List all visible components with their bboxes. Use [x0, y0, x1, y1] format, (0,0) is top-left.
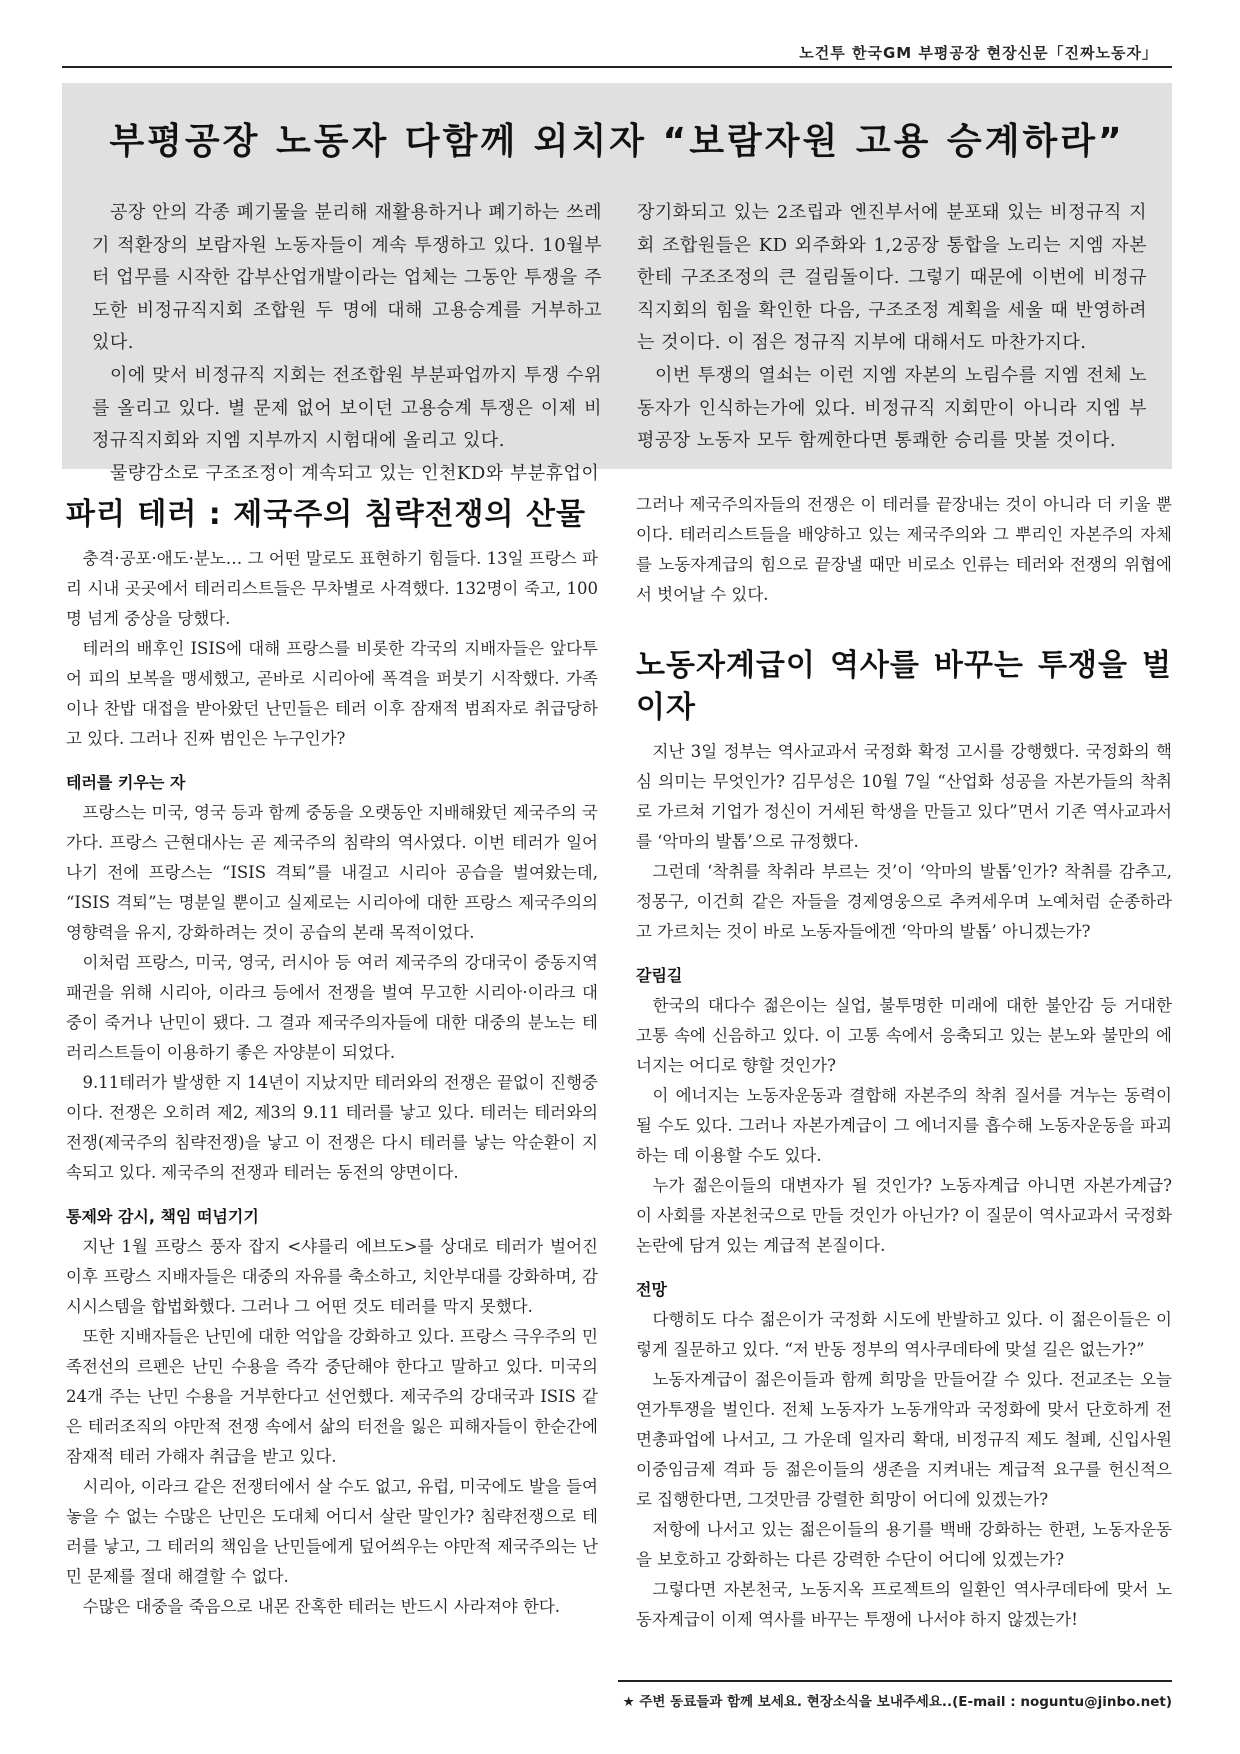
- history-paragraph: 노동자계급이 젊은이들과 함께 희망을 만들어갈 수 있다. 전교조는 오늘 연가투쟁을 벌인다. 전체 노동자가 노동개악과 국정화에 맞서 단호하게 전면총파업에 나서고, 그 가운데 일자리 확대, 비정규직 제도 철폐, 신입사원 이중임금제 격파 등 젊은이들의 생존을 지켜내는 계급적 요구를 헌신적으로 집행한다면, 그것만큼 강렬한 희망이 어디에 있겠는가?: [636, 1370, 1172, 1509]
- history-paragraph: 그렇다면 자본천국, 노동지옥 프로젝트의 일환인 역사쿠데타에 맞서 노동자계급이 이제 역사를 바꾸는 투쟁에 나서야 하지 않겠는가!: [636, 1580, 1172, 1629]
- history-paragraph: 이 에너지는 노동자운동과 결합해 자본주의 착취 질서를 겨누는 동력이 될 수도 있다. 그러나 자본가계급이 그 에너지를 흡수해 노동자운동을 파괴하는 데 이용할 수도 있다.: [636, 1086, 1172, 1165]
- history-paragraph: 그런데 ‘착취를 착취라 부르는 것’이 ‘악마의 발톱’인가? 착취를 감추고, 정몽구, 이건희 같은 자들을 경제영웅으로 추켜세우며 노예처럼 순종하라고 가르치는 것이 바로 노동자들에겐 ‘악마의 발톱’ 아니겠는가?: [636, 862, 1172, 941]
- history-paragraph: 한국의 대다수 젊은이는 실업, 불투명한 미래에 대한 불안감 등 거대한 고통 속에 신음하고 있다. 이 고통 속에서 응축되고 있는 분노와 불만의 에너지는 어디로 향할 것인가?: [636, 996, 1172, 1075]
- paris-paragraph: 충격·공포·애도·분노… 그 어떤 말로도 표현하기 힘들다. 13일 프랑스 파리 시내 곳곳에서 테러리스트들은 무차별로 사격했다. 132명이 죽고, 100명 넘게 중상을 당했다.: [66, 549, 598, 628]
- footer-note: ★ 주변 동료들과 함께 보세요. 현장소식을 보내주세요..(E-mail : noguntu@jinbo.net): [622, 1694, 1172, 1710]
- paris-paragraph: 또한 지배자들은 난민에 대한 억압을 강화하고 있다. 프랑스 극우주의 민족전선의 르펜은 난민 수용을 즉각 중단해야 한다고 말하고 있다. 미국의 24개 주는 난민 수용을 거부한다고 선언했다. 제국주의 강대국과 ISIS 같은 테러조직의 야만적 전쟁 속에서 삶의 터전을 잃은 피해자들이 한순간에 잠재적 테러 가해자 취급을 받고 있다.: [66, 1327, 598, 1466]
- paris-paragraph: 이처럼 프랑스, 미국, 영국, 러시아 등 여러 제국주의 강대국이 중동지역 패권을 위해 시리아, 이라크 등에서 전쟁을 벌여 무고한 시리아·이라크 대중이 죽거나 난민이 됐다. 그 결과 제국주의자들에 대한 대중의 분노는 테러리스트들이 이용하기 좋은 자양분이 되었다.: [66, 953, 598, 1062]
- history-paragraph: 누가 젊은이들의 대변자가 될 것인가? 노동자계급 아니면 자본가계급? 이 사회를 자본천국으로 만들 것인가 아닌가? 이 질문이 역사교과서 국정화 논란에 담겨 있는 계급적 본질이다.: [636, 1176, 1172, 1255]
- masthead-title: 노건투 한국GM 부평공장 현장신문「진짜노동자」: [799, 44, 1158, 62]
- lead-right-column: [637, 197, 1147, 458]
- history-headline: 노동자계급이 역사를 바꾸는 투쟁을 벌이자: [636, 648, 1172, 725]
- lead-paragraph: 이에 맞서 비정규직 지회는 전조합원 부분파업까지 투쟁 수위를 올리고 있다. 별 문제 없어 보이던 고용승계 투쟁은 이제 비정규직지회와 지엠 지부까지 시험대에 올리고 있다.: [92, 364, 602, 452]
- paris-paragraph: 지난 1월 프랑스 풍자 잡지 <샤를리 에브도>를 상대로 테러가 벌어진 이후 프랑스 지배자들은 대중의 자유를 축소하고, 치안부대를 강화하며, 감시시스템을 합법화했다. 그러나 그 어떤 것도 테러를 막지 못했다.: [66, 1237, 598, 1316]
- lead-paragraph: 물량감소로 구조조정이 계속되고 있는 인천KD와 부분휴업이: [110, 462, 600, 484]
- paris-paragraph: 수많은 대중을 죽음으로 내몬 잔혹한 테러는 반드시 사라져야 한다.: [82, 1597, 561, 1616]
- paris-article: [66, 494, 598, 1622]
- footer-divider: [618, 1680, 1172, 1682]
- paris-paragraph: 프랑스는 미국, 영국 등과 함께 중동을 오랫동안 지배해왔던 제국주의 국가다. 프랑스 근현대사는 곧 제국주의 침략의 역사였다. 이번 테러가 일어나기 전에 프랑스는 “ISIS 격퇴”를 내걸고 시리아 공습을 벌여왔는데, “ISIS 격퇴”는 명분일 뿐이고 실제로는 시리아에 대한 프랑스 제국주의의 영향력을 유지, 강화하려는 것이 공습의 본래 목적이었다.: [66, 803, 598, 942]
- history-section2-title: 전망: [636, 1280, 667, 1299]
- paris-paragraph: 9.11테러가 발생한 지 14년이 지났지만 테러와의 전쟁은 끝없이 진행중이다. 전쟁은 오히려 제2, 제3의 9.11 테러를 낳고 있다. 테러는 테러와의 전쟁(제국주의 침략전쟁)을 낳고 이 전쟁은 다시 테러를 낳는 악순환이 지속되고 있다. 제국주의 전쟁과 테러는 동전의 양면이다.: [66, 1073, 598, 1182]
- paris-continuation: [636, 490, 1172, 610]
- lead-article-box: [62, 83, 1172, 484]
- history-section1-title: 갈림길: [636, 966, 683, 985]
- lead-paragraph: 이번 투쟁의 열쇠는 이런 지엠 자본의 노림수를 지엠 전체 노동자가 인식하는가에 있다. 비정규직 지회만이 아니라 지엠 부평공장 노동자 모두 함께한다면 통쾌한 승리를 맛볼 것이다.: [637, 364, 1147, 452]
- paris-paragraph: 테러의 배후인 ISIS에 대해 프랑스를 비롯한 각국의 지배자들은 앞다투어 피의 보복을 맹세했고, 곧바로 시리아에 폭격을 퍼붓기 시작했다. 가족이나 찬밥 대접을 받아왔던 난민들은 테러 이후 잠재적 범죄자로 취급당하고 있다. 그러나 진짜 범인은 누구인가?: [66, 639, 598, 748]
- lead-paragraph: 공장 안의 각종 폐기물을 분리해 재활용하거나 폐기하는 쓰레기 적환장의 보람자원 노동자들이 계속 투쟁하고 있다. 10월부터 업무를 시작한 갑부산업개발이라는 업체는 그동안 투쟁을 주도한 비정규직지회 조합원 두 명에 대해 고용승계를 거부하고 있다.: [92, 202, 602, 354]
- history-article: [636, 645, 1172, 1635]
- paris-paragraph: 그러나 제국주의자들의 전쟁은 이 테러를 끝장내는 것이 아니라 더 키울 뿐이다. 테러리스트들을 배양하고 있는 제국주의와 그 뿌리인 자본주의 자체를 노동자계급의 힘으로 끝장낼 때만 비로소 인류는 테러와 전쟁의 위협에서 벗어날 수 있다.: [636, 495, 1172, 604]
- history-paragraph: 지난 3일 정부는 역사교과서 국정화 확정 고시를 강행했다. 국정화의 핵심 의미는 무엇인가? 김무성은 10월 7일 “산업화 성공을 자본가들의 착취로 가르쳐 기업가 정신이 거세된 학생을 만들고 있다”면서 기존 역사교과서를 ‘악마의 발톱’으로 규정했다.: [636, 742, 1172, 851]
- lead-left-column: [92, 197, 602, 490]
- history-paragraph: 저항에 나서고 있는 젊은이들의 용기를 백배 강화하는 한편, 노동자운동을 보호하고 강화하는 다른 강력한 수단이 어디에 있겠는가?: [636, 1520, 1172, 1569]
- masthead: [62, 38, 1172, 68]
- paris-section2-title: 통제와 감시, 책임 떠넘기기: [66, 1207, 259, 1226]
- history-paragraph: 다행히도 다수 젊은이가 국정화 시도에 반발하고 있다. 이 젊은이들은 이렇게 질문하고 있다. “저 반동 정부의 역사쿠데타에 맞설 길은 없는가?”: [636, 1310, 1172, 1359]
- paris-section1-title: 테러를 키우는 자: [66, 773, 186, 792]
- paris-paragraph: 시리아, 이라크 같은 전쟁터에서 살 수도 없고, 유럽, 미국에도 발을 들여놓을 수 없는 수많은 난민은 도대체 어디서 살란 말인가? 침략전쟁으로 테러를 낳고, 그 테러의 책임을 난민들에게 덮어씌우는 야만적 제국주의는 난민 문제를 절대 해결할 수 없다.: [66, 1477, 598, 1586]
- lead-headline: 부평공장 노동자 다함께 외치자 “보람자원 고용 승계하라”: [109, 121, 1125, 162]
- paris-headline: 파리 테러 : 제국주의 침략전쟁의 산물: [66, 497, 586, 532]
- lead-paragraph: 장기화되고 있는 2조립과 엔진부서에 분포돼 있는 비정규직 지회 조합원들은 KD 외주화와 1,2공장 통합을 노리는 지엠 자본한테 구조조정의 큰 걸림돌이다. 그렇기 때문에 이번에 비정규직지회의 힘을 확인한 다음, 구조조정 계획을 세울 때 반영하려는 것이다. 이 점은 정규직 지부에 대해서도 마찬가지다.: [637, 202, 1147, 354]
